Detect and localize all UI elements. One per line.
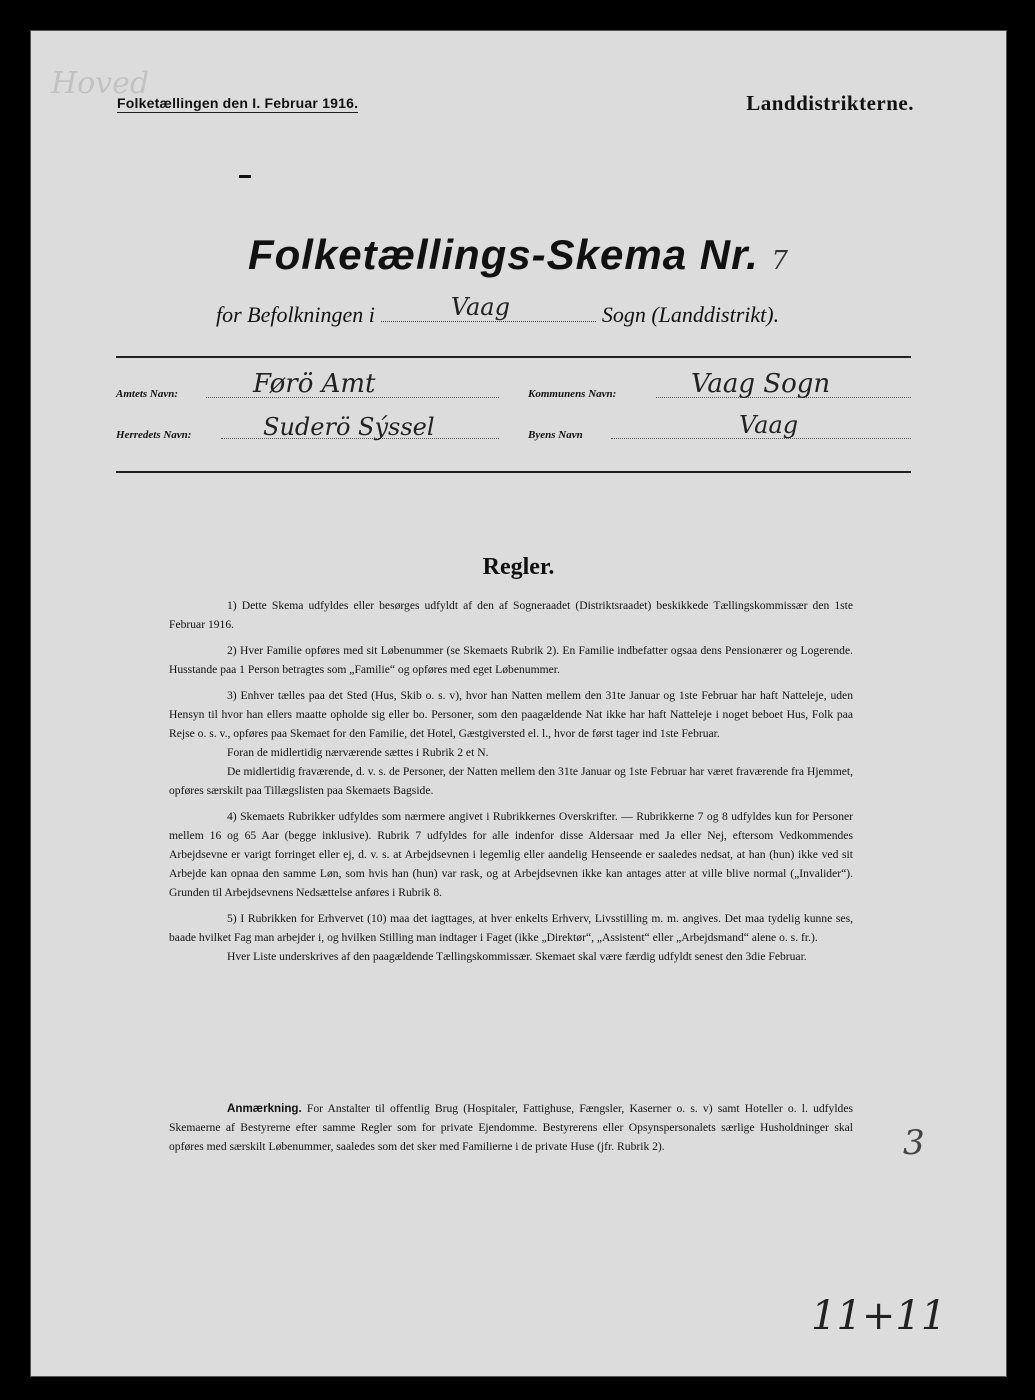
census-date-header: Folketællingen den I. Februar 1916. — [117, 95, 359, 111]
kommune-label: Kommunens Navn: — [528, 388, 617, 400]
district-type-header: Landdistrikterne. — [746, 91, 914, 115]
parish-value-handwritten: Vaag — [450, 293, 510, 321]
page-count-handwritten: 11+11 — [811, 1293, 947, 1339]
by-label: Byens Navn — [528, 429, 583, 441]
amt-label: Amtets Navn: — [116, 388, 179, 400]
ink-mark — [239, 175, 251, 178]
rule-3-absent: De midlertidig fraværende, d. v. s. de Personer, der Natten mellem den 31te Januar og 1ste Februar har været fraværende fra Hjemmet, opføres særskilt paa Tillægslisten paa Skemaets Bagside. — [169, 765, 853, 797]
rule-3: 3) Enhver tælles paa det Sted (Hus, Skib o. s. v), hvor han Natten mellem den 31te Januar og 1ste Februar har haft Natteleje, uden Hensyn til hvor han ellers maatte opholde sig eller bo. Personer, som den paagældende Nat ikke har haft Natteleje i noget beboet Hus, Folk paa Rejse o. s. v., opføres paa Skemaet for den Familie, det Hotel, Gæstgiversted el. l., hvor de først tager ind 1ste Februar. — [169, 689, 853, 740]
rules-body — [169, 596, 853, 973]
rule-3-present: Foran de midlertidig nærværende sættes i Rubrik 2 et N. — [227, 746, 489, 759]
herred-label: Herredets Navn: — [116, 429, 192, 441]
rule-5: 5) I Rubrikken for Erhvervet (10) maa det iagttages, at hver enkelts Erhverv, Livsstilling m. m. angives. Det maa tydelig kunne ses, baade hvilket Fag man arbejder i, og hvilken Stilling man indtager i Faget (ikke „Direktør“, „Assistent“ eller „Arbejdsmand“ alene o. s. fr.). — [169, 912, 853, 944]
amt-value-handwritten: Førö Amt — [253, 369, 376, 399]
rules-heading: Regler. — [482, 554, 555, 580]
parish-line — [216, 293, 780, 328]
remark-text: For Anstalter til offentlig Brug (Hospitaler, Fattighuse, Fængsler, Kaserner o. s. v) samt Hoteller o. l. udfyldes Skemaerne af Bestyrerne efter samme Regler som for private Ejendomme. Bestyrerens eller Opsynspersonalets særlige Husholdninger skal opføres med særskilt Løbenummer, saaledes som det sker med Familierne i de private Huse (jfr. Rubrik 2). — [169, 1102, 853, 1153]
margin-number-handwritten: 3 — [903, 1123, 925, 1163]
parish-suffix: Sogn (Landdistrikt). — [601, 302, 780, 327]
parish-field — [381, 293, 596, 322]
divider-bottom — [116, 471, 911, 473]
remark-paragraph — [169, 1099, 853, 1156]
kommune-value-handwritten: Vaag Sogn — [691, 369, 831, 399]
rule-2: 2) Hver Familie opføres med sit Løbenummer (se Skemaets Rubrik 2). En Familie indbefatter ogsaa dens Pensionærer og Logerende. Husstande paa 1 Person betragtes som „Familie“ og opføres med eget Løbenummer. — [169, 644, 853, 676]
form-title-text: Folketællings-Skema Nr. — [247, 231, 759, 278]
rule-1: 1) Dette Skema udfyldes eller besørges udfyldt af den af Sogneraadet (Distriktsraadet) beskikkede Tællingskommissær den 1ste Februar 1916. — [169, 599, 853, 631]
form-number-handwritten: 7 — [771, 246, 790, 276]
form-title — [31, 231, 1006, 279]
rule-6: Hver Liste underskrives af den paagældende Tællingskommissær. Skemaet skal være færdig udfyldt senest den 3die Februar. — [227, 950, 807, 963]
parish-prefix: for Befolkningen i — [216, 302, 375, 327]
rule-4: 4) Skemaets Rubrikker udfyldes som nærmere angivet i Rubrikkernes Overskrifter. — Rubrikkerne 7 og 8 udfyldes kun for Personer mellem 16 og 65 Aar (begge inklusive). Rubrik 7 udfyldes for alle indenfor disse Aldersaar med Ja eller Nej, eftersom Vedkommendes Arbejdsevne er varigt forringet eller ej, d. v. s. at Arbejdsevnen i legemlig eller aandelig Henseende er saaledes nedsat, at han (hun) ikke ved sit Arbejde kan opnaa den samme Løn, som hvis han (hun) var rask, og at Arbejdsevnen ikke kan antages atter at ville blive normal („Invalider“). Grunden til Arbejdsevnens Nedsættelse anføres i Rubrik 8. — [169, 810, 853, 899]
bleed-through-stamp: Hoved — [51, 66, 150, 101]
census-form-page — [30, 30, 1007, 1377]
by-value-handwritten: Vaag — [739, 411, 799, 439]
remark-label: Anmærkning. — [227, 1102, 302, 1115]
divider-top — [116, 356, 911, 358]
herred-value-handwritten: Suderö Sýssel — [263, 413, 435, 441]
